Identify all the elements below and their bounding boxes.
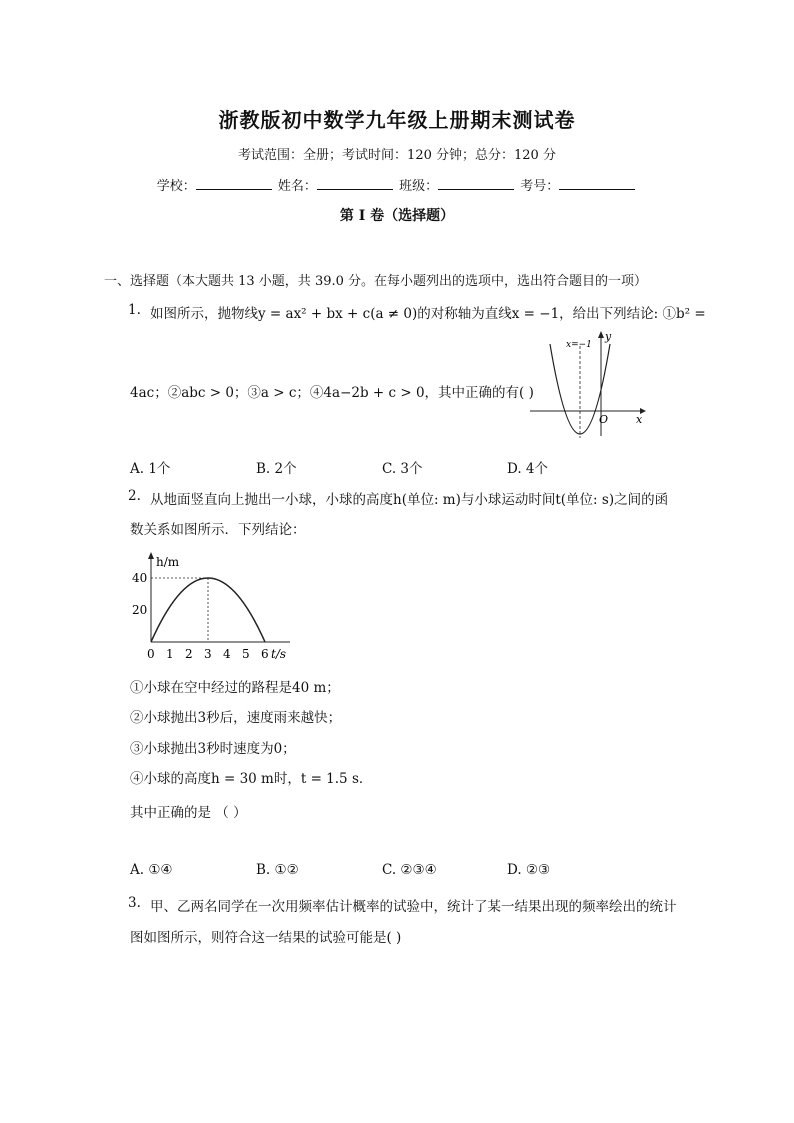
q2-option-a[interactable]: A. ①④ <box>130 862 173 878</box>
q2-xlabel: t/s <box>271 647 287 661</box>
q2-ytick-20: 20 <box>132 603 148 617</box>
q2-ytick-40: 40 <box>132 571 148 585</box>
q2-option-d[interactable]: D. ②③ <box>507 862 551 878</box>
q2-xtick-0: 0 <box>147 647 155 661</box>
q2-xtick-6: 6 <box>261 647 269 661</box>
q1-line2: 4ac；②abc > 0；③a > c；④4a−2b + c > 0，其中正确的有( ) <box>130 385 534 401</box>
q2-height-time-chart <box>128 552 298 664</box>
q1-x-label: x <box>636 413 643 426</box>
field-name-label: 姓名： <box>277 179 317 194</box>
field-name-blank[interactable] <box>317 176 393 190</box>
q2-statement-2: ②小球抛出3秒后，速度雨来越快； <box>130 710 342 726</box>
field-school-blank[interactable] <box>196 176 272 190</box>
q1-y-arrow-icon <box>598 331 604 338</box>
q2-xtick-1: 1 <box>166 647 174 661</box>
q2-y-arrow-icon <box>148 552 154 559</box>
q1-option-b[interactable]: B. 2个 <box>256 461 297 477</box>
q2-statement-1: ①小球在空中经过的路程是40 m； <box>130 680 340 696</box>
q2-number: 2. <box>128 488 141 504</box>
section-heading: 一、选择题（本大题共 13 小题，共 39.0 分。在每小题列出的选项中，选出符合题目的一项） <box>104 274 648 289</box>
field-school-label: 学校： <box>156 179 196 194</box>
volume-heading: 第 I 卷（选择题） <box>339 208 455 224</box>
exam-subtitle: 考试范围：全册；考试时间：120 分钟；总分：120 分 <box>238 148 556 163</box>
q2-statement-4: ④小球的高度h = 30 m时，t = 1.5 s． <box>130 771 373 787</box>
q1-y-label: y <box>605 330 612 343</box>
q2-statement-3: ③小球抛出3秒时速度为0； <box>130 741 296 757</box>
q1-origin-label: O <box>599 413 609 426</box>
exam-title: 浙教版初中数学九年级上册期末测试卷 <box>218 108 576 132</box>
field-class-label: 班级： <box>399 179 439 194</box>
q3-number: 3. <box>128 895 141 911</box>
q1-number: 1. <box>128 302 141 318</box>
q3-line2: 图如图所示，则符合这一结果的试验可能是( ) <box>130 930 402 946</box>
q1-sym-label: x=−1 <box>566 340 592 350</box>
q1-line1: 如图所示，抛物线y = ax² + bx + c(a ≠ 0)的对称轴为直线x = −1，给出下列结论: ①b² = <box>150 306 706 322</box>
q2-option-b[interactable]: B. ①② <box>256 862 299 878</box>
field-id-label: 考号： <box>520 179 560 194</box>
q2-line1: 从地面竖直向上抛出一小球，小球的高度h(单位: m)与小球运动时间t(单位: s)之间的函 <box>150 492 669 508</box>
q1-option-d[interactable]: D. 4个 <box>507 461 549 477</box>
field-class-blank[interactable] <box>438 176 514 190</box>
q2-ylabel: h/m <box>156 555 180 569</box>
q2-xtick-2: 2 <box>185 647 193 661</box>
q1-parabola-figure <box>528 328 648 440</box>
field-id-blank[interactable] <box>559 176 635 190</box>
q1-option-c[interactable]: C. 3个 <box>382 461 423 477</box>
q2-xtick-4: 4 <box>223 647 231 661</box>
q2-option-c[interactable]: C. ②③④ <box>382 862 437 878</box>
q3-line1: 甲、乙两名同学在一次用频率估计概率的试验中，统计了某一结果出现的频率绘出的统计 <box>150 899 677 915</box>
q2-line2: 数关系如图所示．下列结论： <box>130 522 306 538</box>
q2-xtick-3: 3 <box>204 647 212 661</box>
q2-xtick-5: 5 <box>242 647 250 661</box>
q1-option-a[interactable]: A. 1个 <box>130 461 171 477</box>
student-info-fields <box>0 175 794 194</box>
q2-ask: 其中正确的是 （ ） <box>130 805 247 821</box>
